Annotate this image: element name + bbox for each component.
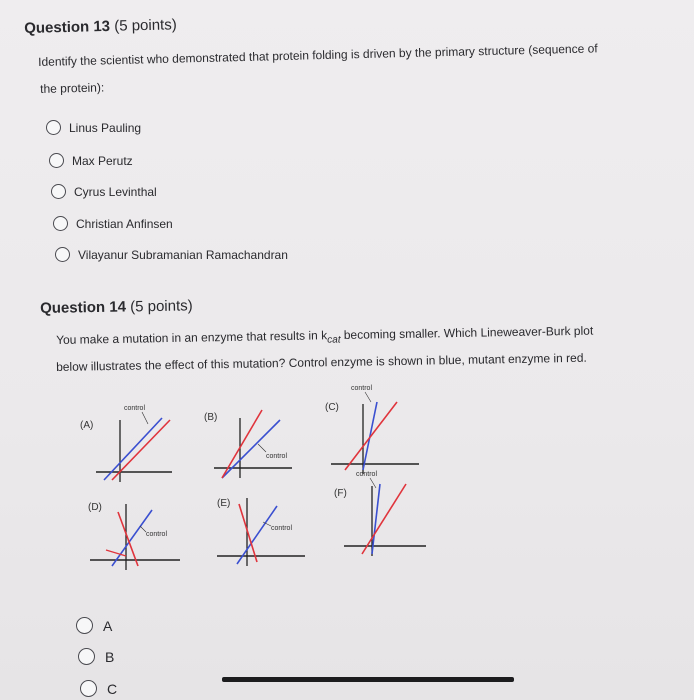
plot-d-label: (D) <box>88 502 102 513</box>
option-label: Vilayanur Subramanian Ramachandran <box>78 247 288 262</box>
question-13-label: Question 13 <box>24 17 111 37</box>
plot-e-label: (E) <box>217 498 231 509</box>
radio-button[interactable] <box>80 680 97 697</box>
radio-button[interactable] <box>49 153 64 168</box>
plot-a-control-pointer <box>142 412 148 424</box>
plot-d <box>88 502 180 570</box>
plot-d-control-pointer <box>140 526 146 532</box>
radio-button[interactable] <box>51 184 66 199</box>
option-label: Cyrus Levinthal <box>74 184 157 199</box>
plot-a-label: (A) <box>80 420 94 431</box>
q13-option-4[interactable] <box>53 216 173 231</box>
plot-d-control-line <box>112 510 152 566</box>
option-label: C <box>107 680 118 697</box>
option-label: Linus Pauling <box>69 120 142 135</box>
plot-e-mutant-line <box>239 504 257 562</box>
option-label: Christian Anfinsen <box>76 216 173 231</box>
plot-e-control-label: control <box>271 525 293 532</box>
plot-d-control-label: control <box>146 531 168 538</box>
plot-a-control-line <box>104 418 162 480</box>
plot-f-mutant-line <box>362 484 406 554</box>
plot-f-control-label: control <box>356 471 378 478</box>
plot-f-control-line <box>372 484 380 554</box>
plot-d-mutant-line <box>118 512 138 566</box>
q14-option-a[interactable] <box>76 617 112 634</box>
radio-button[interactable] <box>78 648 95 665</box>
q13-option-3[interactable] <box>51 184 157 199</box>
kcat-subscript: cat <box>327 334 341 346</box>
question-13-prompt-line1: Identify the scientist who demonstrated that protein folding is driven by the primary structure (sequence of <box>38 41 598 69</box>
home-indicator-bar <box>222 677 514 682</box>
question-13-points: (5 points) <box>114 16 177 35</box>
radio-button[interactable] <box>46 120 61 135</box>
plot-c-control-label: control <box>351 385 373 392</box>
plot-b <box>204 410 292 478</box>
prompt-post: becoming smaller. Which Lineweaver-Burk plot <box>340 323 594 343</box>
plot-c-mutant-line <box>345 402 397 470</box>
q13-option-5[interactable] <box>55 247 288 262</box>
plot-c-label: (C) <box>325 402 339 413</box>
radio-button[interactable] <box>76 617 93 634</box>
plot-a-control-label: control <box>124 405 146 412</box>
plot-b-control-label: control <box>266 453 288 460</box>
plot-f <box>334 471 426 556</box>
option-label: Max Perutz <box>72 153 133 168</box>
q14-option-b[interactable] <box>78 648 114 665</box>
plot-c-control-pointer <box>365 392 371 402</box>
plot-b-label: (B) <box>204 412 218 423</box>
question-14-prompt-line1 <box>56 324 593 351</box>
lineweaver-burk-plots <box>60 380 460 580</box>
plot-f-control-pointer <box>370 478 376 488</box>
plot-f-label: (F) <box>334 488 347 499</box>
option-label: A <box>103 617 113 634</box>
plot-a <box>80 405 172 482</box>
plot-c <box>325 385 419 474</box>
q13-option-2[interactable] <box>49 153 133 168</box>
plot-b-control-pointer <box>258 444 266 452</box>
question-14-label: Question 14 <box>40 298 127 317</box>
q14-option-c[interactable] <box>80 680 117 697</box>
plot-a-mutant-line <box>112 420 170 480</box>
question-13-title <box>24 16 177 37</box>
question-14-points: (5 points) <box>130 297 193 316</box>
option-label: B <box>105 648 115 665</box>
question-14-title <box>40 297 193 317</box>
q13-option-1[interactable] <box>46 120 141 135</box>
radio-button[interactable] <box>55 247 70 262</box>
question-14-prompt-line2: below illustrates the effect of this mutation? Control enzyme is shown in blue, mutant enzyme in red. <box>56 350 587 374</box>
question-13-prompt-line2: the protein): <box>40 80 105 96</box>
prompt-pre: You make a mutation in an enzyme that results in k <box>56 328 328 347</box>
plot-e <box>217 498 305 566</box>
radio-button[interactable] <box>53 216 68 231</box>
